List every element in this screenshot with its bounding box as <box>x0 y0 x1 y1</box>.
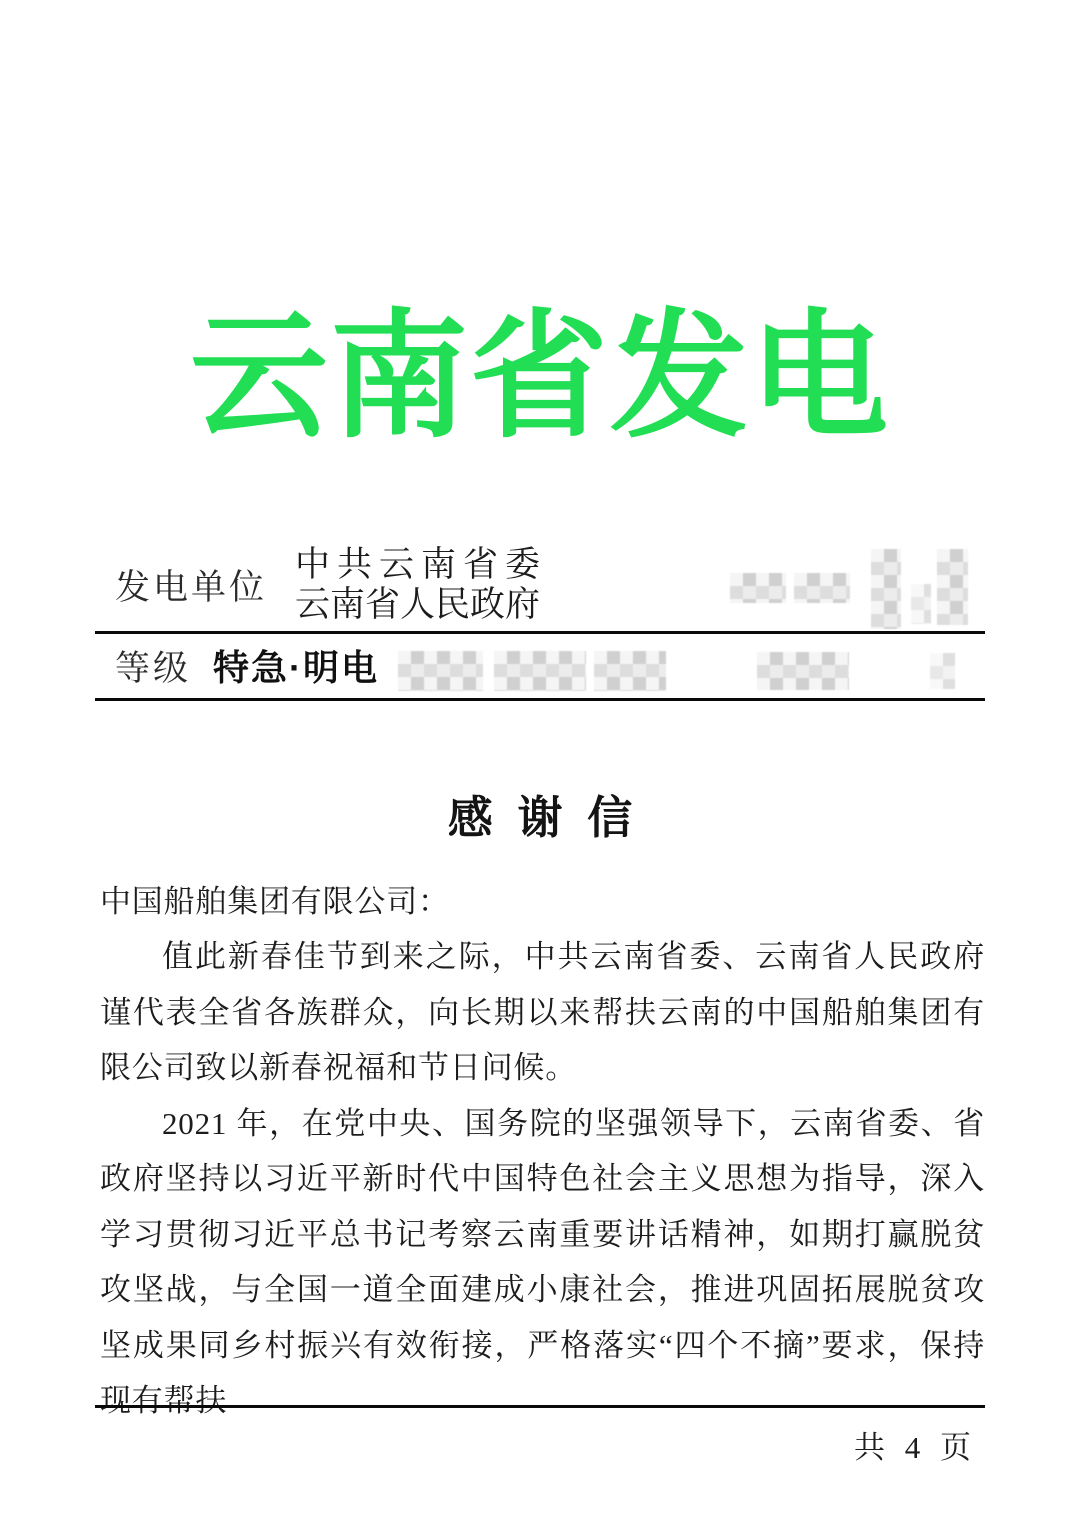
issuing-unit-label: 发电单位 <box>115 567 268 607</box>
redaction-mosaic <box>937 549 968 625</box>
redaction-mosaic <box>871 549 901 629</box>
letter-title: 感谢信 <box>447 792 657 843</box>
issuing-unit-line1: 中共云南省委 <box>295 544 548 584</box>
issuing-unit-values <box>295 545 547 625</box>
redaction-mosaic <box>594 651 666 691</box>
letter-paragraph-1: 值此新春佳节到来之际，中共云南省委、云南省人民政府谨代表全省各族群众，向长期以来帮扶云南的中国船舶集团有限公司致以新春祝福和节日问候。 <box>100 939 985 1086</box>
issuing-unit-row <box>95 539 985 634</box>
redaction-mosaic <box>757 652 849 690</box>
priority-level-label: 等级 <box>115 648 192 688</box>
redaction-mosaic <box>730 573 786 603</box>
priority-level-value: 特急·明电 <box>213 647 380 689</box>
redaction-mosaic <box>494 651 586 691</box>
redaction-mosaic <box>911 584 931 624</box>
redaction-mosaic <box>398 651 483 691</box>
redaction-mosaic <box>794 573 850 603</box>
redaction-mosaic <box>930 653 955 689</box>
letter-salutation: 中国船舶集团有限公司： <box>100 883 450 919</box>
telegram-banner-title: 云南省发电 <box>189 301 890 454</box>
letter-paragraph-2: 2021 年，在党中央、国务院的坚强领导下，云南省委、省政府坚持以习近平新时代中国特色社会主义思想为指导，深入学习贯彻习近平总书记考察云南重要讲话精神，如期打赢脱贫攻坚战，与全国一道全面建成小康社会，推进巩固拓展脱贫攻坚成果同乡村振兴有效衔接，严格落实“四个不摘”要求，保持现有帮扶 <box>100 1105 985 1419</box>
page-footer <box>95 1405 985 1467</box>
letter-body <box>100 874 985 1429</box>
issuing-unit-line2: 云南省人民政府 <box>295 584 541 624</box>
page-count: 共 4 页 <box>854 1430 977 1465</box>
